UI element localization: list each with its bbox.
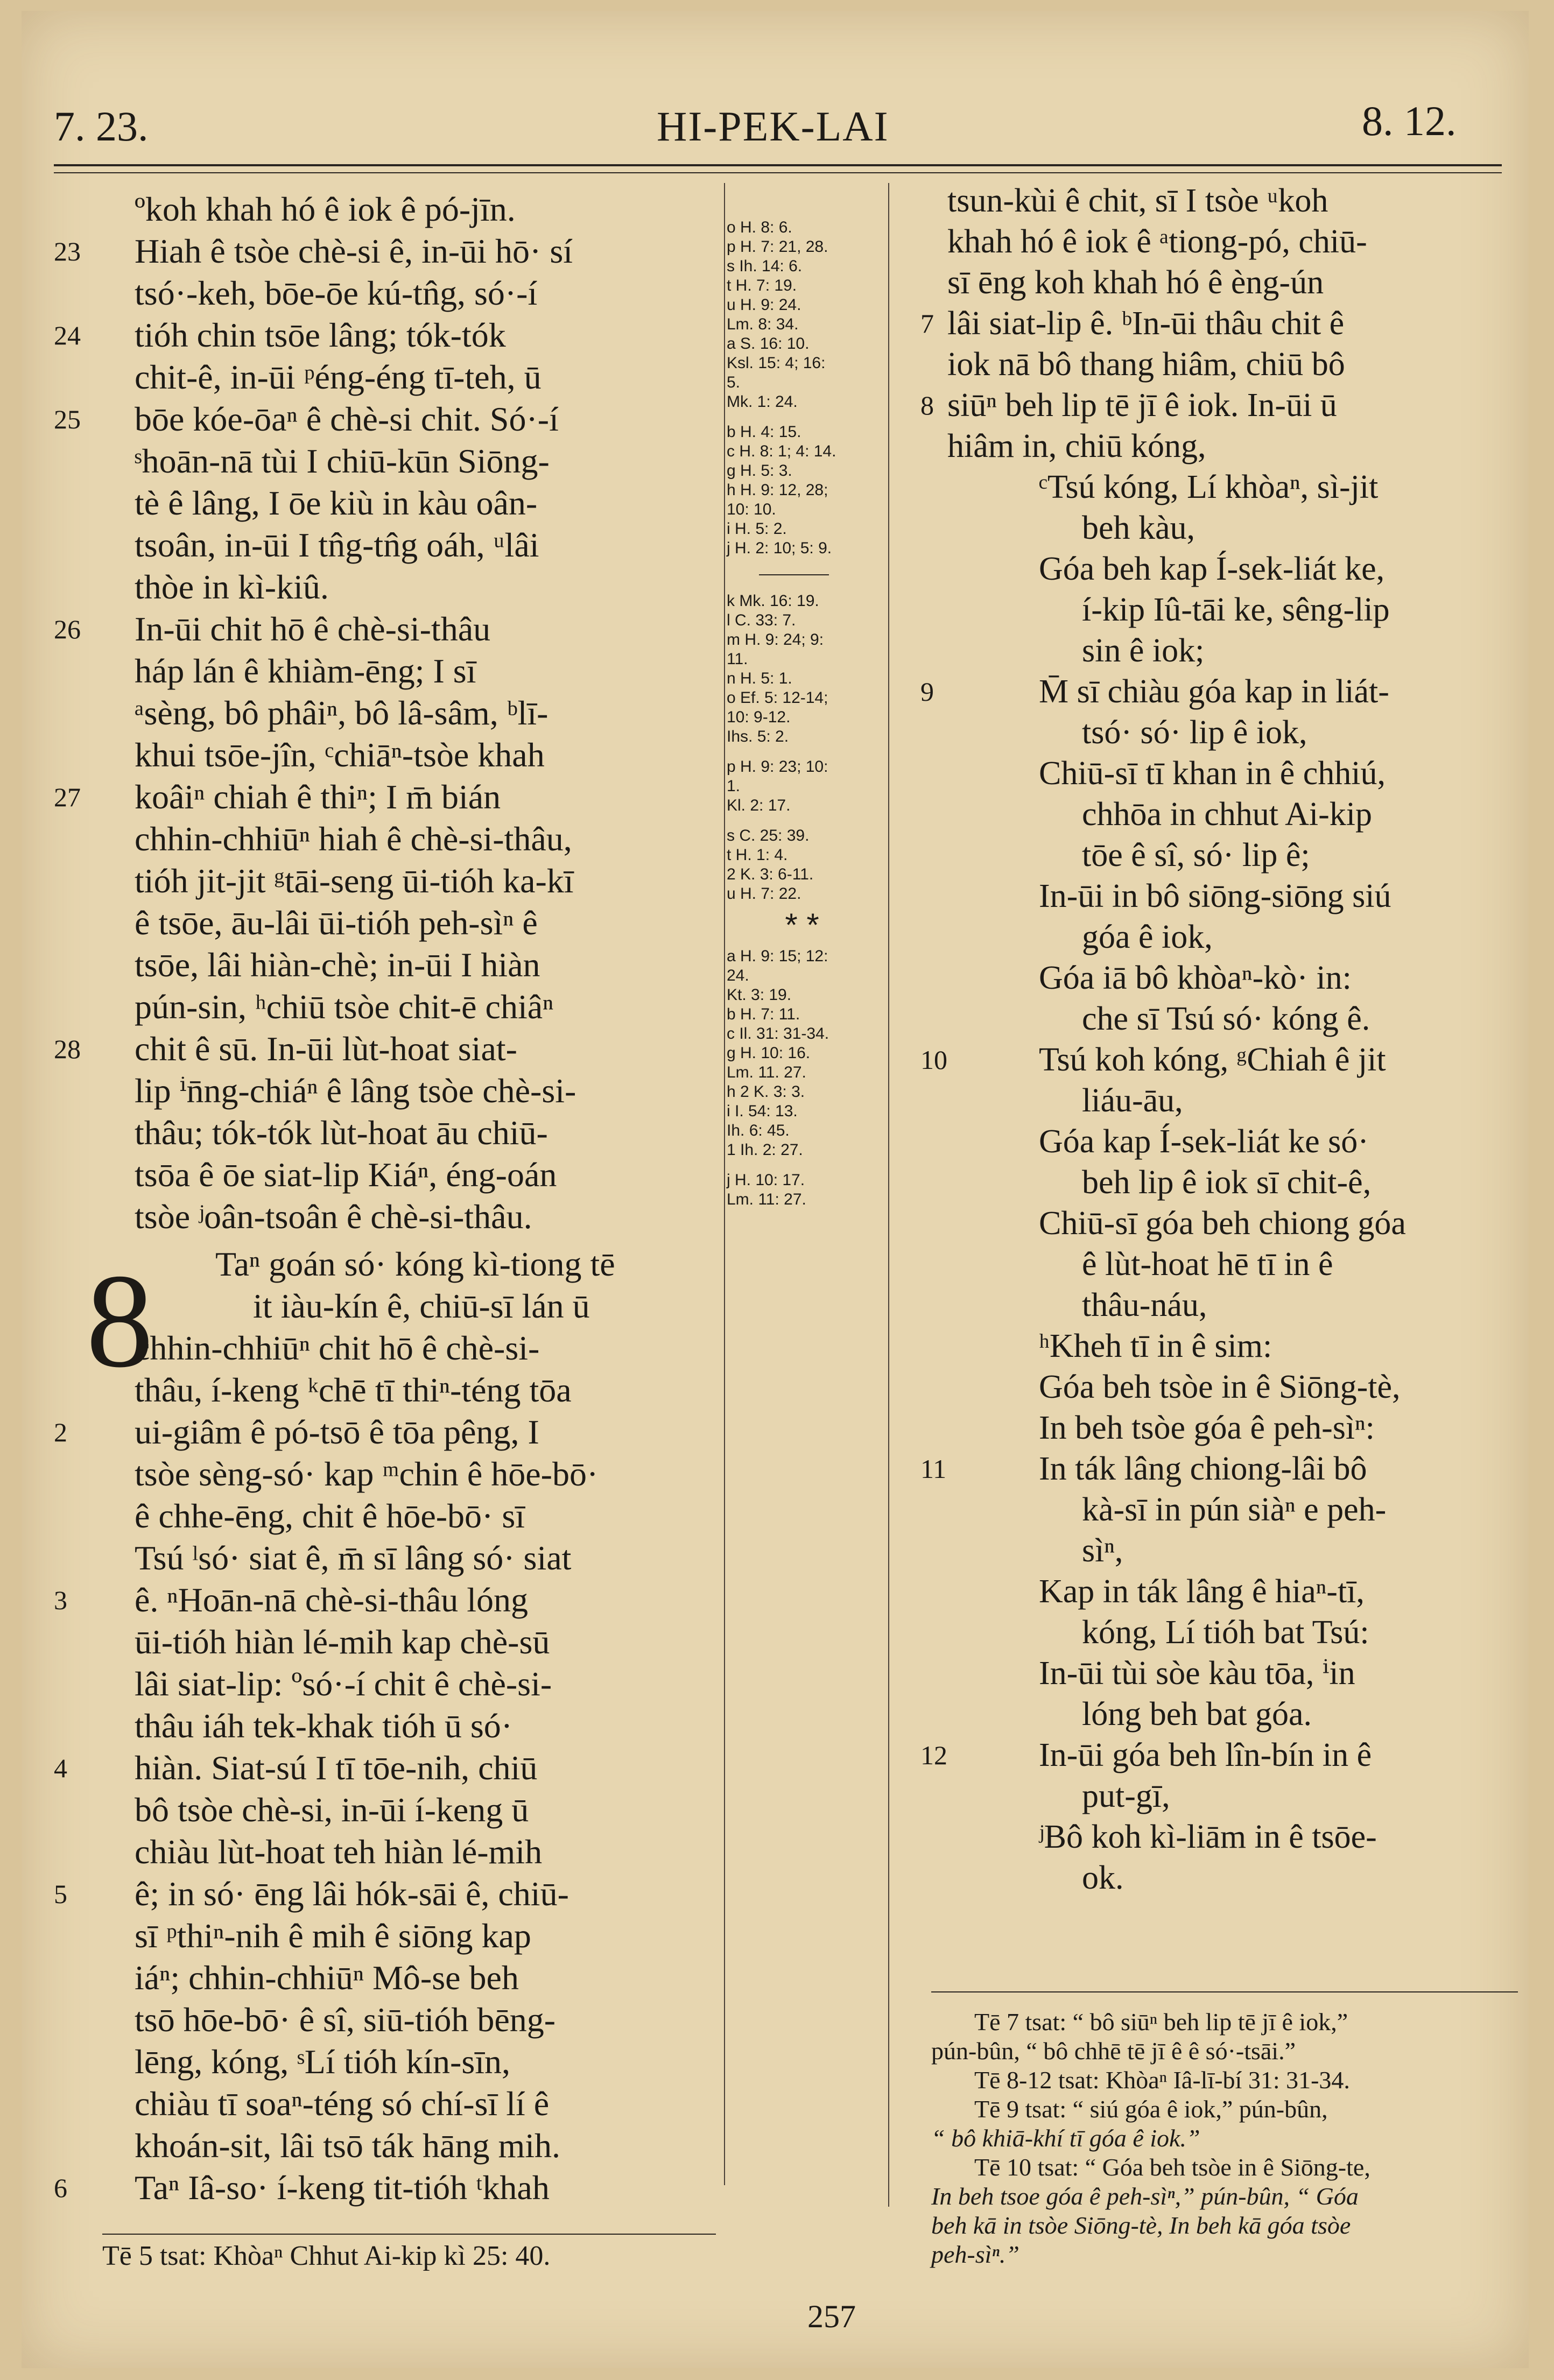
chapter-gap <box>54 1238 716 1243</box>
text-line <box>54 2125 716 2167</box>
header-rule-thin <box>54 172 1502 173</box>
verse-text: góa ê iok, <box>1082 919 1213 955</box>
footnote-line: Tē 8-12 tsat: Khòaⁿ Iâ-lī-bí 31: 31-34. <box>974 2066 1350 2094</box>
text-line <box>54 1196 716 1238</box>
verse-text: Taⁿ goán só· kóng kì-tiong tē <box>215 1245 615 1283</box>
verse-text: In beh tsòe góa ê peh-sìⁿ: <box>1039 1410 1375 1446</box>
text-line <box>888 1326 1518 1367</box>
chapter-number: 8 <box>86 1247 153 1396</box>
text-line <box>54 818 716 860</box>
text-line <box>54 1411 716 1453</box>
verse-text: kóng, Lí tióh bat Tsú: <box>1082 1614 1369 1651</box>
verse-text: iáⁿ; chhin-chhiūⁿ Mô-se beh <box>135 1959 519 1997</box>
text-line <box>54 566 716 608</box>
cross-reference: 10: 10. <box>727 501 776 518</box>
text-line <box>888 1776 1518 1816</box>
cross-reference: 11. <box>727 650 748 668</box>
cross-reference: c H. 8: 1; 4: 14. <box>727 442 836 460</box>
cross-reference: a S. 16: 10. <box>727 335 810 353</box>
cross-reference: l C. 33: 7. <box>727 611 796 629</box>
cross-reference: i H. 5: 2. <box>727 520 787 538</box>
text-line <box>888 1080 1518 1121</box>
verse-text: háp lán ê khiàm-ēng; I sī <box>135 652 476 690</box>
cross-reference: 2 K. 3: 6-11. <box>727 865 814 883</box>
text-line <box>54 692 716 734</box>
verse-text: pún-sin, ʰchiū tsòe chit-ē chiâⁿ <box>135 988 554 1026</box>
text-line <box>54 440 716 482</box>
verse-text: ˢhoān-nā tùi I chiū-kūn Siōng- <box>135 442 550 480</box>
text-line <box>54 1747 716 1789</box>
text-line <box>54 1112 716 1154</box>
cross-reference: u H. 7: 22. <box>727 885 801 903</box>
verse-text: lóng beh bat góa. <box>1082 1696 1312 1733</box>
cross-reference: 10: 9-12. <box>727 708 791 726</box>
cross-reference: n H. 5: 1. <box>727 670 792 687</box>
text-line <box>54 650 716 692</box>
left-footnote-rule <box>102 2234 716 2235</box>
footnote-line: Tē 9 tsat: “ siú góa ê iok,” pún-bûn, <box>974 2095 1328 2123</box>
cross-reference: u H. 9: 24. <box>727 296 801 314</box>
cross-reference: b H. 7: 11. <box>727 1005 800 1023</box>
verse-number: 4 <box>54 1753 67 1783</box>
verse-text: siūⁿ beh lip tē jī ê iok. In-ūi ū <box>947 387 1337 424</box>
verse-text: tióh jit-jit ᵍtāi-seng ūi-tióh ka-kī <box>135 862 574 900</box>
verse-text: koâiⁿ chiah ê thiⁿ; I m̄ bián <box>135 778 501 816</box>
footnote-line: beh kā in tsòe Siōng-tè, In beh kā góa tsòe <box>931 2212 1351 2239</box>
verse-number: 26 <box>54 614 81 644</box>
cross-reference: 1 Ih. 2: 27. <box>727 1141 803 1159</box>
cross-reference: t H. 1: 4. <box>727 846 788 864</box>
text-line <box>54 188 716 230</box>
text-line <box>888 1489 1518 1530</box>
text-line <box>888 917 1518 957</box>
cross-reference: s Ih. 14: 6. <box>727 257 803 275</box>
verse-text: chhōa in chhut Ai-kip <box>1082 796 1372 833</box>
verse-text: khoán-sit, lâi tsō ták hāng mih. <box>135 2126 560 2165</box>
verse-text: í-kip Iû-tāi ke, sêng-lip <box>1082 592 1390 628</box>
cross-reference: p H. 9: 23; 10: <box>727 758 828 776</box>
verse-text: Góa kap Í-sek-liát ke só· <box>1039 1123 1369 1160</box>
verse-text: lâi siat-lip: ºsó·-í chit ê chè-si- <box>135 1665 552 1703</box>
cross-reference: h 2 K. 3: 3. <box>727 1083 805 1101</box>
left-text-column <box>54 188 716 2209</box>
text-line <box>888 467 1518 508</box>
text-line <box>888 262 1518 303</box>
text-line <box>888 221 1518 262</box>
verse-text: In ták lâng chiong-lâi bô <box>1039 1450 1367 1487</box>
text-line <box>54 1453 716 1495</box>
text-line <box>54 1705 716 1747</box>
text-line <box>888 303 1518 344</box>
verse-number: 11 <box>920 1454 947 1484</box>
footnote-line: “ bô khiā-khí tī góa ê iok.” <box>931 2124 1200 2152</box>
verse-text: ok. <box>1082 1860 1124 1896</box>
text-line <box>54 356 716 398</box>
verse-text: ʰKheh tī in ê sim: <box>1039 1328 1272 1364</box>
text-line <box>888 1285 1518 1326</box>
cross-reference: a H. 9: 15; 12: <box>727 947 828 965</box>
verse-text: ᶜTsú kóng, Lí khòaⁿ, sì-jit <box>1039 469 1379 505</box>
verse-text: tè ê lâng, I ōe kiù in kàu oân- <box>135 484 538 522</box>
text-line <box>54 1579 716 1621</box>
text-line <box>54 1915 716 1957</box>
verse-number: 28 <box>54 1034 81 1064</box>
text-line <box>54 1070 716 1112</box>
text-line <box>54 1663 716 1705</box>
verse-text: thòe in kì-kiû. <box>135 568 329 606</box>
cross-reference: i I. 54: 13. <box>727 1102 798 1120</box>
verse-text: tsoân, in-ūi I tn̂g-tn̂g oáh, ᵘlâi <box>135 526 539 564</box>
text-line <box>888 1735 1518 1776</box>
cross-reference: t H. 7: 19. <box>727 277 797 294</box>
text-line <box>54 944 716 986</box>
text-line <box>54 1957 716 1999</box>
verse-text: Tsú ˡsó· siat ê, m̄ sī lâng só· siat <box>135 1539 572 1577</box>
verse-text: khah hó ê iok ê ᵃtiong-pó, chiū- <box>947 223 1367 260</box>
verse-text: put-gī, <box>1082 1778 1170 1814</box>
text-line <box>888 957 1518 998</box>
reference-stars: * * <box>785 907 819 943</box>
verse-text: chit-ê, in-ūi ᵖéng-éng tī-teh, ū <box>135 358 542 396</box>
verse-text: bô tsòe chè-si, in-ūi í-keng ū <box>135 1791 529 1829</box>
footnote-line: Tē 7 tsat: “ bô siūⁿ beh lip tē jī ê iok,” <box>974 2008 1348 2036</box>
verse-text: iok nā bô thang hiâm, chiū bô <box>947 346 1345 383</box>
right-footnote-rule <box>931 1991 1518 1992</box>
verse-number: 2 <box>54 1417 67 1447</box>
verse-text: tsōe, lâi hiàn-chè; in-ūi I hiàn <box>135 946 540 984</box>
verse-text: Tsú koh kóng, ᵍChiah ê jit <box>1039 1041 1386 1078</box>
verse-text: ê tsōe, āu-lâi ūi-tióh peh-sìⁿ ê <box>135 904 538 942</box>
verse-text: ºkoh khah hó ê iok ê pó-jīn. <box>135 190 516 228</box>
text-line <box>888 426 1518 467</box>
text-line <box>54 776 716 818</box>
verse-text: tsòe sèng-só· kap ᵐchin ê hōe-bō· <box>135 1455 599 1493</box>
text-line <box>888 1407 1518 1448</box>
verse-text: ui-giâm ê pó-tsō ê tōa pêng, I <box>135 1413 539 1451</box>
verse-text: tsó·-keh, bōe-ōe kú-tn̂g, só·-í <box>135 274 538 312</box>
text-line <box>888 1694 1518 1735</box>
reference-gap <box>716 815 888 826</box>
footnote-line: In beh tsoe góa ê peh-sìⁿ,” pún-bûn, “ Góa <box>931 2182 1359 2210</box>
verse-number: 12 <box>920 1740 947 1770</box>
cross-reference: m H. 9: 24; 9: <box>727 631 824 649</box>
verse-text: tsun-kùi ê chit, sī I tsòe ᵘkoh <box>947 182 1328 219</box>
cross-reference: Kt. 3: 19. <box>727 986 792 1004</box>
text-line <box>54 902 716 944</box>
verse-text: tsó· só· lip ê iok, <box>1082 714 1307 751</box>
verse-number: 3 <box>54 1585 67 1615</box>
verse-number: 5 <box>54 1879 67 1909</box>
verse-text: thâu, í-keng ᵏchē tī thiⁿ-téng tōa <box>135 1371 572 1409</box>
verse-text: lâi siat-lip ê. ᵇIn-ūi thâu chit ê <box>947 305 1345 342</box>
text-line <box>888 1816 1518 1857</box>
cross-reference: k Mk. 16: 19. <box>727 592 819 610</box>
text-line <box>54 230 716 272</box>
text-line <box>888 835 1518 876</box>
verse-text: tsòe ʲoân-tsoân ê chè-si-thâu. <box>135 1198 532 1236</box>
verse-text: it iàu-kín ê, chiū-sī lán ū <box>253 1287 590 1325</box>
verse-text: chhin-chhiūⁿ hiah ê chè-si-thâu, <box>135 820 572 858</box>
cross-reference: h H. 9: 12, 28; <box>727 481 828 499</box>
footnote-line: peh-sìⁿ.” <box>931 2241 1019 2268</box>
verse-number: 27 <box>54 782 81 812</box>
book-title: HI-PEK-LAI <box>657 103 889 150</box>
verse-text: che sī Tsú só· kóng ê. <box>1082 1001 1370 1037</box>
text-line <box>54 272 716 314</box>
verse-text: Hiah ê tsòe chè-si ê, in-ūi hō· sí <box>135 232 573 270</box>
footnote-line: pún-bûn, “ bô chhē tē jī ê ê só·-tsāi.” <box>931 2037 1296 2065</box>
text-line <box>888 671 1518 712</box>
verse-number: 6 <box>54 2173 67 2203</box>
cross-reference: Lm. 8: 34. <box>727 315 799 333</box>
text-line <box>888 589 1518 630</box>
text-line <box>888 1448 1518 1489</box>
header-right-ref: 8. 12. <box>1362 97 1457 144</box>
right-footnotes <box>931 2008 1518 2269</box>
verse-text: ê; in só· ēng lâi hók-sāi ê, chiū- <box>135 1875 569 1913</box>
cross-reference: b H. 4: 15. <box>727 423 801 441</box>
verse-number: 24 <box>54 320 81 350</box>
text-line <box>888 712 1518 753</box>
verse-text: In-ūi góa beh lîn-bín in ê <box>1039 1737 1372 1773</box>
cross-reference: 1. <box>727 777 741 795</box>
text-line <box>54 1028 716 1070</box>
verse-text: thâu; tók-tók lùt-hoat āu chiū- <box>135 1114 548 1152</box>
text-line <box>888 1121 1518 1162</box>
text-line <box>888 1530 1518 1571</box>
verse-text: ūi-tióh hiàn lé-mih kap chè-sū <box>135 1623 550 1661</box>
cross-reference: o Ef. 5: 12-14; <box>727 689 828 707</box>
verse-text: tsō hōe-bō· ê sî, siū-tióh bēng- <box>135 2001 556 2039</box>
text-line <box>888 998 1518 1039</box>
header-rule <box>54 164 1502 166</box>
right-text-column <box>888 180 1518 1898</box>
verse-text: Góa beh kap Í-sek-liát ke, <box>1039 551 1385 587</box>
text-line <box>54 2083 716 2125</box>
cross-reference: g H. 5: 3. <box>727 462 792 480</box>
verse-text: khui tsōe-jîn, ᶜchiāⁿ-tsòe khah <box>135 736 545 774</box>
verse-text: liáu-āu, <box>1082 1082 1183 1119</box>
text-line <box>54 2041 716 2083</box>
verse-text: In-ūi in bô siōng-siōng siú <box>1039 878 1391 914</box>
verse-text: chit ê sū. In-ūi lùt-hoat siat- <box>135 1030 517 1068</box>
verse-number: 10 <box>920 1045 947 1075</box>
verse-text: chiàu lùt-hoat teh hiàn lé-mih <box>135 1833 543 1871</box>
verse-text: sī ᵖthiⁿ-nih ê mih ê siōng kap <box>135 1917 531 1955</box>
verse-text: Góa iā bô khòaⁿ-kò· in: <box>1039 960 1352 996</box>
text-line <box>888 630 1518 671</box>
verse-text: tióh chin tsōe lâng; tók-tók <box>135 316 506 354</box>
verse-text: M̄ sī chiàu góa kap in liát- <box>1039 673 1389 710</box>
text-line <box>888 1162 1518 1203</box>
text-line <box>54 608 716 650</box>
verse-text: ê chhe-ēng, chit ê hōe-bō· sī <box>135 1497 525 1535</box>
text-line <box>54 1621 716 1663</box>
verse-text: lēng, kóng, ˢLí tióh kín-sīn, <box>135 2043 510 2081</box>
text-line <box>888 1039 1518 1080</box>
cross-reference: Ih. 6: 45. <box>727 1122 790 1139</box>
verse-text: ê. ⁿHoān-nā chè-si-thâu lóng <box>135 1581 528 1619</box>
verse-text: lip ⁱn̄ng-chiáⁿ ê lâng tsòe chè-si- <box>135 1072 576 1110</box>
verse-text: hiàn. Siat-sú I tī tōe-nih, chiū <box>135 1749 538 1787</box>
page-number: 257 <box>807 2299 856 2334</box>
verse-text: ê lùt-hoat hē tī in ê <box>1082 1246 1333 1283</box>
cross-reference: Lm. 11. 27. <box>727 1064 806 1081</box>
text-line <box>888 385 1518 426</box>
text-line <box>54 1537 716 1579</box>
reference-separator <box>759 574 829 575</box>
text-line <box>54 1154 716 1196</box>
text-line <box>54 482 716 524</box>
cross-reference: s C. 25: 39. <box>727 827 810 844</box>
text-line <box>888 1244 1518 1285</box>
header-left-ref: 7. 23. <box>54 103 149 150</box>
verse-number: 25 <box>54 404 81 434</box>
left-footnote: Tē 5 tsat: Khòaⁿ Chhut Ai-kip kì 25: 40. <box>102 2241 551 2271</box>
cross-reference: p H. 7: 21, 28. <box>727 238 828 256</box>
verse-text: chhin-chhiūⁿ chit hō ê chè-si- <box>135 1329 540 1367</box>
text-line <box>54 314 716 356</box>
cross-reference: g H. 10: 16. <box>727 1044 811 1062</box>
text-line <box>888 876 1518 917</box>
text-line <box>888 794 1518 835</box>
text-line <box>54 1495 716 1537</box>
footnote-line: Tē 10 tsat: “ Góa beh tsòe in ê Siōng-te, <box>974 2153 1370 2181</box>
verse-text: In-ūi tùi sòe kàu tōa, ⁱin <box>1039 1655 1355 1692</box>
verse-number: 7 <box>920 308 934 339</box>
verse-text: chiàu tī soaⁿ-téng só chí-sī lí ê <box>135 2085 550 2123</box>
text-line <box>54 524 716 566</box>
verse-text: sī ēng koh khah hó ê èng-ún <box>947 264 1324 301</box>
verse-text: hiâm in, chiū kóng, <box>947 428 1206 464</box>
text-line <box>888 548 1518 589</box>
text-line <box>54 1999 716 2041</box>
verse-text: thâu-náu, <box>1082 1287 1207 1323</box>
running-header <box>22 91 1529 151</box>
cross-reference: Ksl. 15: 4; 16: <box>727 354 826 372</box>
text-line <box>54 860 716 902</box>
text-line <box>888 753 1518 794</box>
text-line <box>54 1831 716 1873</box>
verse-number: 8 <box>920 390 934 420</box>
cross-reference: Kl. 2: 17. <box>727 797 791 814</box>
verse-text: In-ūi chit hō ê chè-si-thâu <box>135 610 491 648</box>
cross-reference: c Il. 31: 31-34. <box>727 1025 829 1043</box>
text-line <box>888 1857 1518 1898</box>
text-line <box>888 1203 1518 1244</box>
cross-reference: o H. 8: 6. <box>727 219 792 236</box>
cross-reference: Mk. 1: 24. <box>727 393 798 411</box>
verse-number: 23 <box>54 236 81 266</box>
verse-text: kà-sī in pún siàⁿ e peh- <box>1082 1491 1387 1528</box>
text-line <box>888 180 1518 221</box>
verse-text: Kap in ták lâng ê hiaⁿ-tī, <box>1039 1573 1365 1610</box>
reference-gap <box>716 747 888 757</box>
verse-text: beh kàu, <box>1082 510 1196 546</box>
verse-text: sin ê iok; <box>1082 632 1205 669</box>
verse-text: Chiū-sī tī khan in ê chhiú, <box>1039 755 1386 792</box>
cross-reference: Ihs. 5: 2. <box>727 728 789 745</box>
text-line <box>54 1873 716 1915</box>
text-line <box>888 1367 1518 1407</box>
verse-text: tsōa ê ōe siat-lip Kiáⁿ, éng-oán <box>135 1156 557 1194</box>
text-line <box>888 344 1518 385</box>
cross-reference-column <box>716 218 888 1209</box>
text-line <box>54 1789 716 1831</box>
text-line <box>888 1571 1518 1612</box>
verse-text: sìⁿ, <box>1082 1532 1123 1569</box>
cross-reference: Lm. 11: 27. <box>727 1191 806 1208</box>
text-line <box>54 2167 716 2209</box>
verse-text: thâu iáh tek-khak tióh ū só· <box>135 1707 513 1745</box>
verse-text: Góa beh tsòe in ê Siōng-tè, <box>1039 1369 1401 1405</box>
verse-text: Chiū-sī góa beh chiong góa <box>1039 1205 1406 1242</box>
text-line <box>54 734 716 776</box>
scripture-page <box>22 11 1529 2368</box>
reference-gap <box>716 412 888 423</box>
verse-text: tōe ê sî, só· lip ê; <box>1082 837 1310 874</box>
verse-text: beh lip ê iok sī chit-ê, <box>1082 1164 1372 1201</box>
text-line <box>54 986 716 1028</box>
verse-number: 9 <box>920 677 934 707</box>
reference-gap <box>716 1160 888 1171</box>
verse-text: Taⁿ Iâ-so· í-keng tit-tióh ᵗkhah <box>135 2168 550 2207</box>
text-line <box>888 508 1518 548</box>
cross-reference: 24. <box>727 967 749 984</box>
cross-reference: j H. 2: 10; 5: 9. <box>727 539 832 557</box>
text-line <box>54 398 716 440</box>
cross-reference: j H. 10: 17. <box>727 1171 805 1189</box>
verse-text: ᵃsèng, bô phâiⁿ, bô lâ-sâm, ᵇlī- <box>135 694 549 732</box>
text-line <box>888 1653 1518 1694</box>
text-line <box>888 1612 1518 1653</box>
cross-reference: 5. <box>727 374 741 391</box>
verse-text: bōe kóe-ōaⁿ ê chè-si chit. Só·-í <box>135 400 559 438</box>
verse-text: ʲBô koh kì-liām in ê tsōe- <box>1039 1819 1377 1855</box>
